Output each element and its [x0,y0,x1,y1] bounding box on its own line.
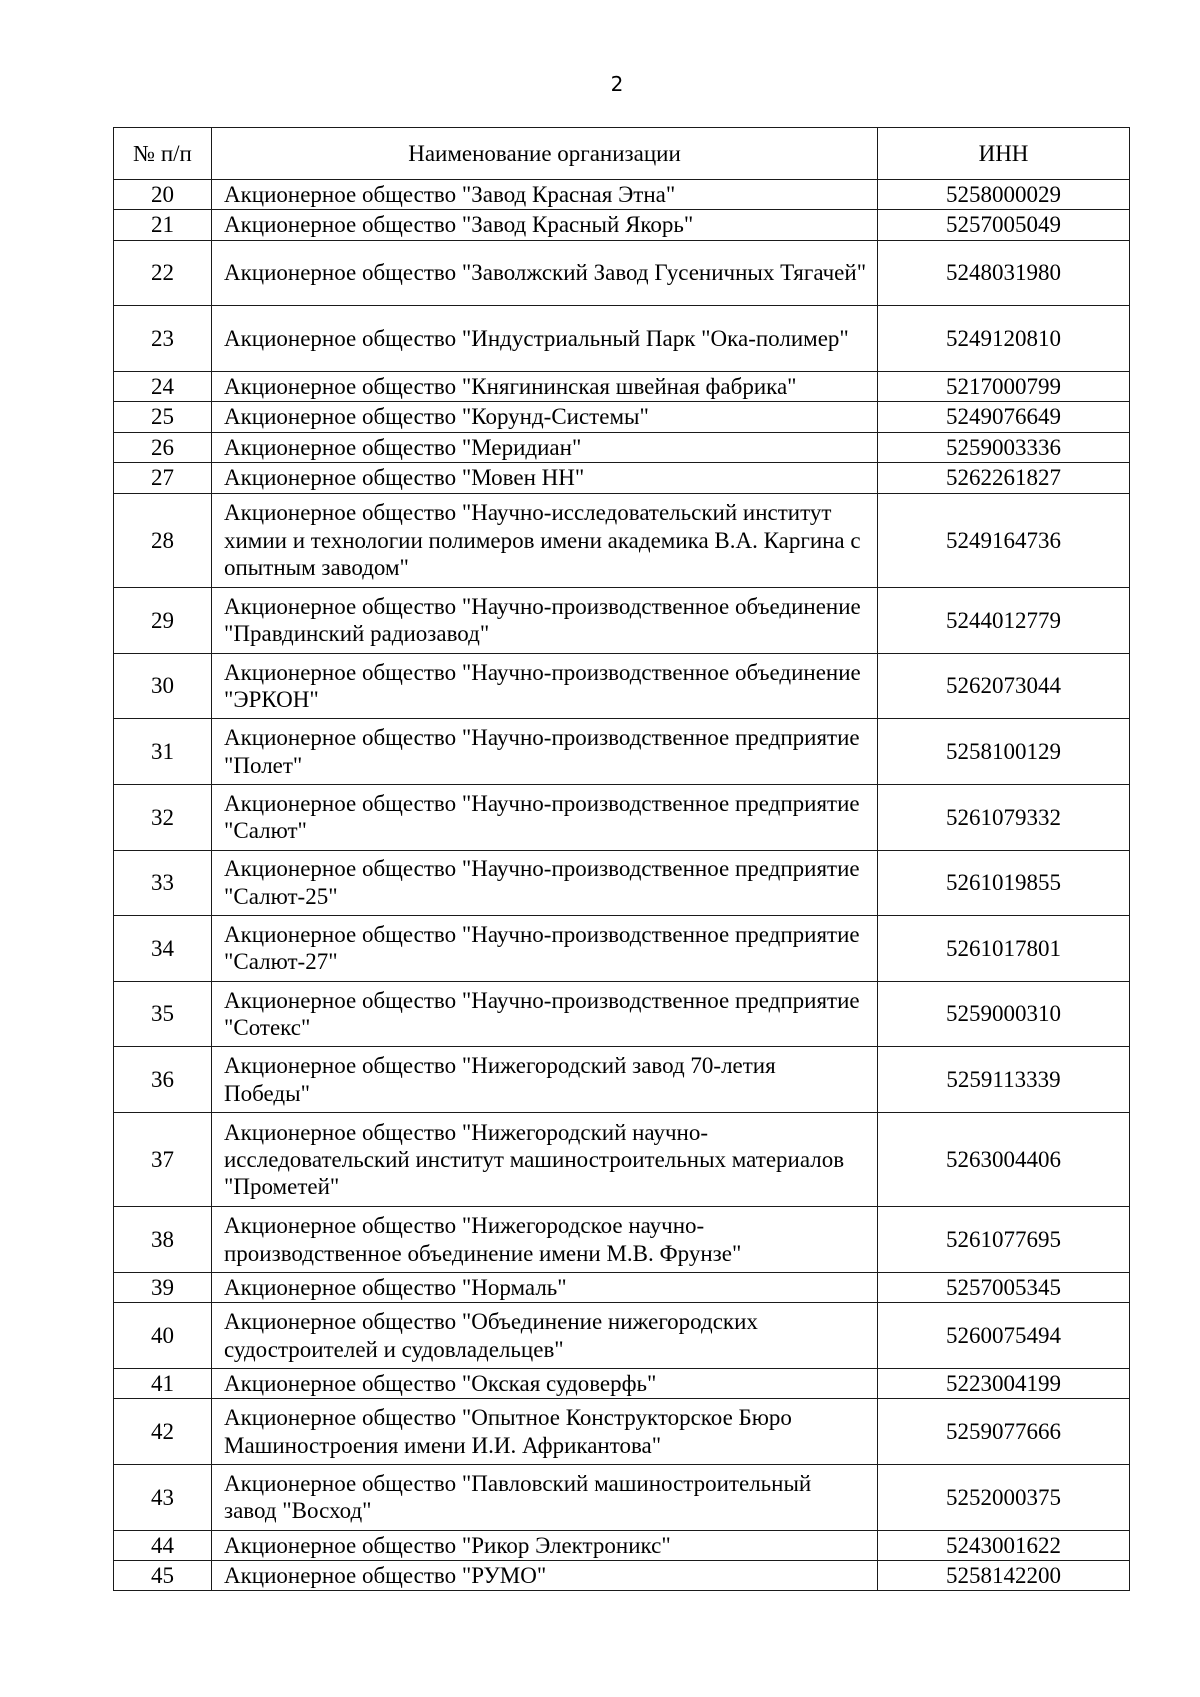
organization-name: Акционерное общество "Мовен НН" [212,463,878,493]
organization-name: Акционерное общество "Нижегородское научно-производственное объединение имени М.В. Фрунзе" [212,1207,878,1273]
organization-name: Акционерное общество "Завод Красная Этна" [212,180,878,210]
inn-value: 5257005049 [878,210,1130,240]
row-number: 39 [114,1273,212,1303]
table-row [114,784,1130,850]
inn-value: 5249120810 [878,306,1130,372]
inn-value: 5258000029 [878,180,1130,210]
inn-value: 5259003336 [878,432,1130,462]
table-row [114,371,1130,401]
row-number: 26 [114,432,212,462]
table-row [114,493,1130,588]
row-number: 23 [114,306,212,372]
organization-name: Акционерное общество "Научно-производственное предприятие "Салют-27" [212,916,878,982]
row-number: 42 [114,1399,212,1465]
table-row [114,588,1130,654]
organization-name: Акционерное общество "Нормаль" [212,1273,878,1303]
row-number: 40 [114,1303,212,1369]
inn-value: 5258142200 [878,1561,1130,1591]
inn-value: 5262261827 [878,463,1130,493]
organization-name: Акционерное общество "Нижегородский завод 70-летия Победы" [212,1047,878,1113]
organization-name: Акционерное общество "Научно-исследовательский институт химии и технологии полимеров имени академика В.А. Каргина с опытным заводом" [212,493,878,588]
organization-name: Акционерное общество "Меридиан" [212,432,878,462]
row-number: 24 [114,371,212,401]
inn-value: 5223004199 [878,1369,1130,1399]
organization-name: Акционерное общество "Завод Красный Якорь" [212,210,878,240]
inn-value: 5259077666 [878,1399,1130,1465]
inn-value: 5259113339 [878,1047,1130,1113]
table-row [114,1207,1130,1273]
row-number: 32 [114,784,212,850]
organization-name: Акционерное общество "Научно-производственное объединение "Правдинский радиозавод" [212,588,878,654]
table-header-row [114,128,1130,180]
table-row [114,432,1130,462]
row-number: 37 [114,1112,212,1207]
row-number: 31 [114,719,212,785]
organization-name: Акционерное общество "Научно-производственное предприятие "Салют" [212,784,878,850]
header-inn: ИНН [878,128,1130,180]
inn-value: 5249076649 [878,402,1130,432]
table-row [114,1303,1130,1369]
inn-value: 5261079332 [878,784,1130,850]
row-number: 29 [114,588,212,654]
inn-value: 5217000799 [878,371,1130,401]
inn-value: 5258100129 [878,719,1130,785]
inn-value: 5259000310 [878,981,1130,1047]
organization-name: Акционерное общество "Научно-производственное предприятие "Полет" [212,719,878,785]
table-row [114,402,1130,432]
organization-name: Акционерное общество "Павловский машиностроительный завод "Восход" [212,1465,878,1531]
table-row [114,1369,1130,1399]
table-row [114,1399,1130,1465]
table-row [114,719,1130,785]
row-number: 27 [114,463,212,493]
row-number: 20 [114,180,212,210]
row-number: 38 [114,1207,212,1273]
table-row [114,1273,1130,1303]
inn-value: 5263004406 [878,1112,1130,1207]
page-number: 2 [610,72,624,96]
inn-value: 5261077695 [878,1207,1130,1273]
organization-name: Акционерное общество "Научно-производственное предприятие "Салют-25" [212,850,878,916]
table-row [114,1530,1130,1560]
inn-value: 5260075494 [878,1303,1130,1369]
table-row [114,916,1130,982]
inn-value: 5243001622 [878,1530,1130,1560]
table-row [114,981,1130,1047]
organization-name: Акционерное общество "Корунд-Системы" [212,402,878,432]
header-organization-name: Наименование организации [212,128,878,180]
row-number: 43 [114,1465,212,1531]
organizations-table [113,127,1130,1591]
table-row [114,1561,1130,1591]
row-number: 28 [114,493,212,588]
header-number: № п/п [114,128,212,180]
inn-value: 5248031980 [878,240,1130,306]
inn-value: 5257005345 [878,1273,1130,1303]
organization-name: Акционерное общество "РУМО" [212,1561,878,1591]
inn-value: 5261019855 [878,850,1130,916]
organization-name: Акционерное общество "Индустриальный Парк "Ока-полимер" [212,306,878,372]
table-row [114,1465,1130,1531]
row-number: 45 [114,1561,212,1591]
table-row [114,1112,1130,1207]
table-row [114,210,1130,240]
row-number: 33 [114,850,212,916]
organization-name: Акционерное общество "Княгининская швейная фабрика" [212,371,878,401]
row-number: 30 [114,653,212,719]
row-number: 36 [114,1047,212,1113]
row-number: 21 [114,210,212,240]
organization-name: Акционерное общество "Нижегородский научно-исследовательский институт машиностроительных материалов "Прометей" [212,1112,878,1207]
table-row [114,180,1130,210]
inn-value: 5261017801 [878,916,1130,982]
table-row [114,850,1130,916]
organization-name: Акционерное общество "Научно-производственное предприятие "Сотекс" [212,981,878,1047]
row-number: 41 [114,1369,212,1399]
row-number: 35 [114,981,212,1047]
row-number: 34 [114,916,212,982]
inn-value: 5262073044 [878,653,1130,719]
inn-value: 5252000375 [878,1465,1130,1531]
table-row [114,463,1130,493]
inn-value: 5244012779 [878,588,1130,654]
row-number: 44 [114,1530,212,1560]
organization-name: Акционерное общество "Рикор Электроникс" [212,1530,878,1560]
table-row [114,653,1130,719]
organization-name: Акционерное общество "Заволжский Завод Гусеничных Тягачей" [212,240,878,306]
row-number: 22 [114,240,212,306]
organization-name: Акционерное общество "Научно-производственное объединение "ЭРКОН" [212,653,878,719]
table-row [114,1047,1130,1113]
organization-name: Акционерное общество "Опытное Конструкторское Бюро Машиностроения имени И.И. Африкантова" [212,1399,878,1465]
inn-value: 5249164736 [878,493,1130,588]
table-row [114,240,1130,306]
row-number: 25 [114,402,212,432]
table-row [114,306,1130,372]
organization-name: Акционерное общество "Окская судоверфь" [212,1369,878,1399]
organization-name: Акционерное общество "Объединение нижегородских судостроителей и судовладельцев" [212,1303,878,1369]
